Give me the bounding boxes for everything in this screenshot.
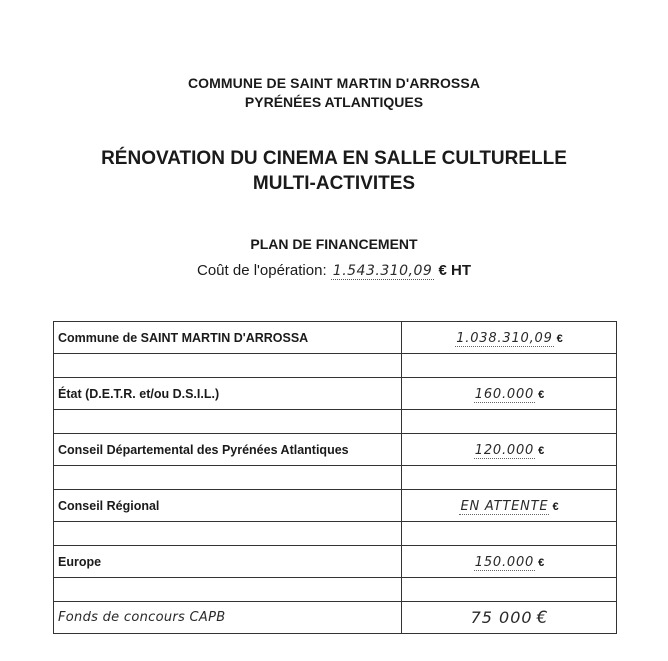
- financing-table: [53, 321, 617, 634]
- funder-name: Conseil Régional: [54, 490, 402, 522]
- plan-heading: PLAN DE FINANCEMENT: [250, 236, 418, 252]
- funding-amount-cell: [402, 434, 617, 466]
- table-row: [54, 434, 617, 466]
- funding-amount: 1.038.310,09: [456, 330, 553, 346]
- funder-name: État (D.E.T.R. et/ou D.S.I.L.): [54, 378, 402, 410]
- table-row: [54, 378, 617, 410]
- funding-amount-cell: [402, 378, 617, 410]
- operation-cost-unit: € HT: [438, 262, 471, 279]
- currency-symbol: €: [538, 444, 545, 457]
- funding-amount: 150.000: [474, 554, 535, 570]
- currency-symbol: €: [552, 500, 559, 513]
- funder-name: Europe: [54, 546, 402, 578]
- currency-symbol: €: [536, 607, 548, 628]
- operation-cost-value: 1.543.310,09: [332, 263, 433, 279]
- table-spacer-row: [54, 578, 617, 602]
- table-spacer-row: [54, 354, 617, 378]
- funding-amount: 160.000: [474, 386, 535, 402]
- currency-symbol: €: [538, 556, 545, 569]
- table-spacer-row: [54, 466, 617, 490]
- table-row: [54, 546, 617, 578]
- operation-cost-line: [0, 262, 668, 279]
- document-title-line-2: MULTI-ACTIVITES: [252, 173, 416, 194]
- table-spacer-row: [54, 410, 617, 434]
- commune-heading: COMMUNE DE SAINT MARTIN D'ARROSSA: [187, 75, 481, 91]
- funding-amount-cell: [402, 490, 617, 522]
- table-row: [54, 602, 617, 634]
- funding-amount-cell: [402, 602, 617, 634]
- operation-cost-label: Coût de l'opération:: [197, 262, 327, 279]
- funding-amount-cell: [402, 322, 617, 354]
- table-spacer-row: [54, 522, 617, 546]
- funder-name: Fonds de concours CAPB: [54, 602, 402, 634]
- document-title-line-1: RÉNOVATION DU CINEMA EN SALLE CULTURELLE: [101, 148, 567, 169]
- currency-symbol: €: [538, 388, 545, 401]
- funder-name: Commune de SAINT MARTIN D'ARROSSA: [54, 322, 402, 354]
- funding-amount: 75 000: [470, 607, 533, 627]
- table-row: [54, 322, 617, 354]
- currency-symbol: €: [556, 332, 563, 345]
- department-heading: PYRÉNÉES ATLANTIQUES: [244, 94, 424, 110]
- table-row: [54, 490, 617, 522]
- funding-amount: 120.000: [474, 442, 535, 458]
- funding-amount-cell: [402, 546, 617, 578]
- funding-amount: EN ATTENTE: [460, 498, 549, 514]
- funder-name: Conseil Départemental des Pyrénées Atlantiques: [54, 434, 402, 466]
